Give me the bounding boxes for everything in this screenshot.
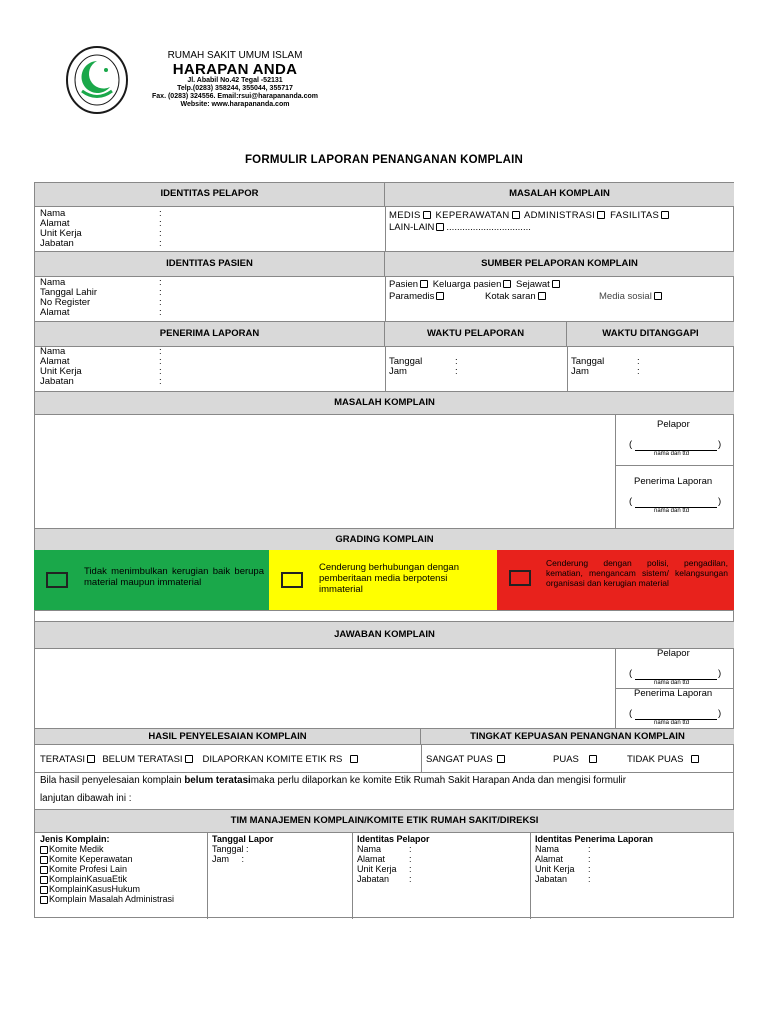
tim-penerima-jabatan: Jabatan — [535, 874, 568, 884]
colon: : — [159, 277, 162, 288]
grade-yellow-text: Cenderung berhubungan dengan pemberitaan media berpotensi immaterial — [319, 562, 459, 595]
checkbox-keperawatan[interactable] — [512, 211, 520, 219]
checkbox-lain-lain[interactable] — [436, 223, 444, 231]
colon: : — [159, 208, 162, 219]
hospital-phone: Telp.(0283) 358244, 355044, 355717 — [177, 85, 293, 92]
hospital-name: HARAPAN ANDA — [172, 61, 298, 78]
note-post: maka perlu dilaporkan ke komite Etik Rumah Sakit Harapan Anda dan mengisi formulir — [250, 775, 626, 786]
ditanggapi-tanggal: Tanggal — [571, 356, 605, 367]
colon: : — [409, 864, 412, 874]
opt-tidak-puas: TIDAK PUAS — [627, 754, 684, 765]
paren: ) — [718, 708, 722, 719]
ditanggapi-jam: Jam — [571, 366, 589, 377]
waktu-pelaporan-head: WAKTU PELAPORAN — [385, 321, 567, 347]
hospital-logo — [66, 46, 128, 114]
checkbox-dilaporkan[interactable] — [350, 755, 358, 763]
note-bold: belum teratasi — [184, 775, 251, 786]
colon: : — [588, 844, 591, 854]
grade-red-text: Cenderung dengan polisi, pengadilan, kematian, mengancam sistem/ kelangsungan organisasi dan kerugian material — [546, 558, 728, 588]
lain-lain-dots: ................................ — [446, 222, 531, 233]
checkbox-administrasi[interactable] — [597, 211, 605, 219]
checkbox-sangat-puas[interactable] — [497, 755, 505, 763]
jawaban-komplain-head: JAWABAN KOMPLAIN — [35, 621, 734, 649]
masalah-komplain-section-head: MASALAH KOMPLAIN — [35, 391, 734, 415]
masalah-options-row2 — [389, 223, 531, 233]
opt-pasien: Pasien — [389, 279, 419, 290]
colon: : — [159, 218, 162, 229]
opt-fasilitas: FASILITAS — [610, 210, 660, 221]
opt-dilaporkan: DILAPORKAN KOMITE ETIK RS — [202, 754, 343, 765]
jenis-label: Komite Medik — [49, 844, 104, 854]
checkbox-keluarga[interactable] — [503, 280, 511, 288]
opt-sejawat: Sejawat — [516, 279, 550, 290]
penerima-laporan-head: PENERIMA LAPORAN — [35, 321, 385, 347]
colon: : — [159, 287, 162, 298]
colon: : — [159, 366, 162, 377]
masalah-options-row1 — [389, 211, 671, 221]
checkbox-puas[interactable] — [589, 755, 597, 763]
identitas-penerima-head-tim: Identitas Penerima Laporan — [535, 834, 654, 844]
identitas-pelapor-head: IDENTITAS PELAPOR — [35, 183, 385, 207]
checkbox-sejawat[interactable] — [552, 280, 560, 288]
opt-media-sosial: Media sosial — [599, 291, 652, 302]
sumber-media-sosial — [599, 292, 664, 302]
pasien-field-nama: Nama — [40, 277, 66, 288]
colon: : — [588, 874, 591, 884]
penerima-field-unit: Unit Kerja — [40, 366, 82, 377]
colon: : — [637, 356, 640, 367]
jenis-label: Komplain Masalah Administrasi — [49, 894, 175, 904]
identitas-pasien-head: IDENTITAS PASIEN — [35, 251, 385, 277]
checkbox-tidak-puas[interactable] — [691, 755, 699, 763]
tim-manajemen-head: TIM MANAJEMEN KOMPLAIN/KOMITE ETIK RUMAH SAKIT/DIREKSI — [35, 809, 734, 833]
pelaporan-jam: Jam — [389, 366, 407, 377]
nama-ttd-label: nama dan ttd — [654, 508, 690, 514]
opt-keperawatan: KEPERAWATAN — [435, 210, 510, 221]
jenis-item — [40, 874, 127, 884]
tim-pelapor-unit: Unit Kerja — [357, 864, 397, 874]
jawaban-pelapor-label: Pelapor — [657, 648, 690, 659]
grading-komplain-head: GRADING KOMPLAIN — [35, 528, 734, 552]
pasien-field-no-register: No Register — [40, 297, 91, 308]
colon: : — [455, 366, 458, 377]
nama-ttd-label: nama dan ttd — [654, 451, 690, 457]
nama-ttd-label: nama dan ttd — [654, 720, 690, 726]
colon: : — [159, 356, 162, 367]
opt-administrasi: ADMINISTRASI — [524, 210, 596, 221]
jenis-label: Komite Profesi Lain — [49, 864, 128, 874]
tim-penerima-nama: Nama — [535, 844, 560, 854]
opt-puas: PUAS — [553, 754, 579, 765]
puas-sangat — [426, 755, 507, 765]
hasil-note-line1 — [40, 776, 626, 786]
pelapor-field-nama: Nama — [40, 208, 66, 219]
opt-medis: MEDIS — [389, 210, 421, 221]
colon: : — [159, 297, 162, 308]
sumber-row1 — [389, 280, 562, 290]
checkbox-teratasi[interactable] — [87, 755, 95, 763]
jenis-label: KomplainKasusHukum — [49, 884, 141, 894]
opt-belum-teratasi: BELUM TERATASI — [102, 754, 183, 765]
hospital-address: Jl. Ababil No.42 Tegal -52131 — [187, 77, 283, 84]
penerima-field-jabatan: Jabatan — [40, 376, 74, 387]
jenis-item — [40, 894, 174, 904]
identitas-pelapor-head-tim: Identitas Pelapor — [357, 834, 430, 844]
paren: ) — [718, 668, 722, 679]
jenis-item — [40, 884, 140, 894]
paren: ) — [718, 496, 722, 507]
sumber-pelaporan-head: SUMBER PELAPORAN KOMPLAIN — [385, 251, 734, 277]
colon: : — [455, 356, 458, 367]
masalah-pelapor-label: Pelapor — [657, 419, 690, 430]
paren: ( — [629, 708, 633, 719]
colon: : — [637, 366, 640, 377]
colon: : — [159, 238, 162, 249]
puas-tidak — [627, 755, 701, 765]
sumber-row2 — [389, 292, 446, 302]
tingkat-kepuasan-head: TINGKAT KEPUASAN PENANGNAN KOMPLAIN — [421, 728, 734, 745]
checkbox-kasus-etik[interactable] — [40, 876, 48, 884]
waktu-ditanggapi-head: WAKTU DITANGGAPI — [567, 321, 734, 347]
jenis-label: KomplainKasuaEtik — [49, 874, 128, 884]
pelapor-field-jabatan: Jabatan — [40, 238, 74, 249]
checkbox-kasus-hukum[interactable] — [40, 886, 48, 894]
checkbox-paramedis[interactable] — [436, 292, 444, 300]
hospital-fax: Fax. (0283) 324556. Email:rsui@harapananda.com — [152, 93, 318, 100]
opt-paramedis: Paramedis — [389, 291, 435, 302]
opt-teratasi: TERATASI — [40, 754, 86, 765]
hospital-line1: RUMAH SAKIT UMUM ISLAM — [167, 50, 303, 61]
jawaban-penerima-label: Penerima Laporan — [634, 688, 713, 699]
colon: : — [159, 228, 162, 239]
hasil-penyelesaian-head: HASIL PENYELESAIAN KOMPLAIN — [35, 728, 421, 745]
tanggal-lapor-tanggal: Tanggal : — [212, 844, 249, 854]
grade-green — [34, 550, 269, 610]
checkbox-masalah-administrasi[interactable] — [40, 896, 48, 904]
tim-penerima-unit: Unit Kerja — [535, 864, 575, 874]
tim-penerima-alamat: Alamat — [535, 854, 564, 864]
jenis-item — [40, 854, 133, 864]
colon: : — [409, 844, 412, 854]
paren: ) — [718, 439, 722, 450]
note-pre: Bila hasil penyelesaian komplain — [40, 775, 185, 786]
checkbox-belum-teratasi[interactable] — [185, 755, 193, 763]
grade-green-text: Tidak menimbulkan kerugian baik berupa material maupun immaterial — [84, 566, 264, 588]
colon: : — [588, 864, 591, 874]
jenis-item — [40, 844, 104, 854]
grade-yellow-checkbox[interactable] — [281, 572, 303, 588]
colon: : — [588, 854, 591, 864]
opt-sangat-puas: SANGAT PUAS — [426, 754, 493, 765]
tanggal-lapor-head: Tanggal Lapor — [212, 834, 274, 844]
checkbox-fasilitas[interactable] — [661, 211, 669, 219]
checkbox-komite-medik[interactable] — [40, 846, 48, 854]
pasien-field-alamat: Alamat — [40, 307, 70, 318]
tim-pelapor-alamat: Alamat — [357, 854, 386, 864]
paren: ( — [629, 496, 633, 507]
penerima-field-alamat: Alamat — [40, 356, 70, 367]
sumber-kotak-saran — [485, 292, 548, 302]
jenis-item — [40, 864, 127, 874]
checkbox-kotak-saran[interactable] — [538, 292, 546, 300]
grade-yellow — [269, 550, 497, 610]
grade-red — [497, 550, 734, 610]
nama-ttd-label: nama dan ttd — [654, 680, 690, 686]
tim-pelapor-jabatan: Jabatan — [357, 874, 390, 884]
masalah-komplain-head: MASALAH KOMPLAIN — [385, 183, 734, 207]
checkbox-komite-keperawatan[interactable] — [40, 856, 48, 864]
masalah-penerima-label: Penerima Laporan — [634, 476, 713, 487]
colon: : — [409, 874, 412, 884]
colon: : — [159, 346, 162, 357]
penerima-field-nama: Nama — [40, 346, 66, 357]
opt-keluarga: Keluarga pasien — [432, 279, 502, 290]
checkbox-pasien[interactable] — [420, 280, 428, 288]
form-title: FORMULIR LAPORAN PENANGANAN KOMPLAIN — [244, 154, 524, 166]
puas-puas — [553, 755, 599, 765]
jenis-komplain-head: Jenis Komplain: — [40, 834, 110, 844]
pasien-field-tgl-lahir: Tanggal Lahir — [40, 287, 98, 298]
grade-green-checkbox[interactable] — [46, 572, 68, 588]
pelaporan-tanggal: Tanggal — [389, 356, 423, 367]
colon: : — [159, 376, 162, 387]
tim-pelapor-nama: Nama — [357, 844, 382, 854]
checkbox-media-sosial[interactable] — [654, 292, 662, 300]
jenis-label: Komite Keperawatan — [49, 854, 133, 864]
opt-kotak-saran: Kotak saran — [485, 291, 536, 302]
hasil-options — [40, 755, 360, 765]
tanggal-lapor-jam: Jam : — [212, 854, 245, 864]
checkbox-komite-profesi[interactable] — [40, 866, 48, 874]
pelapor-field-unit: Unit Kerja — [40, 228, 82, 239]
colon: : — [409, 854, 412, 864]
pelapor-field-alamat: Alamat — [40, 218, 70, 229]
hasil-note-line2: lanjutan dibawah ini : — [40, 793, 132, 804]
grade-red-checkbox[interactable] — [509, 570, 531, 586]
colon: : — [159, 307, 162, 318]
checkbox-medis[interactable] — [423, 211, 431, 219]
paren: ( — [629, 668, 633, 679]
hospital-website: Website: www.harapananda.com — [180, 101, 290, 108]
opt-lain-lain: LAIN-LAIN — [389, 222, 435, 233]
paren: ( — [629, 439, 633, 450]
